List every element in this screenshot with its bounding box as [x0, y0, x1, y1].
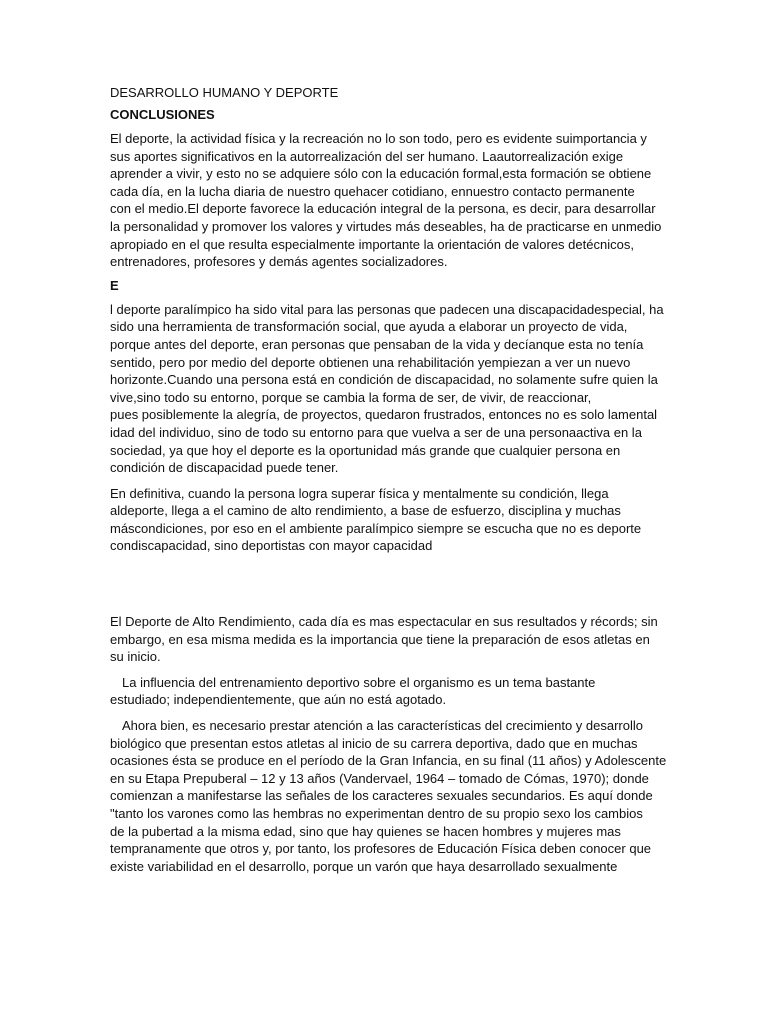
text-line: Ahora bien, es necesario prestar atención a las características del crecimiento y desarrollo	[122, 718, 643, 734]
text-line: ocasiones ésta se produce en el período de la Gran Infancia, en su final (11 años) y Adolescente	[110, 753, 667, 769]
text-line: aldeporte, llega a el camino de alto rendimiento, a base de esfuerzo, disciplina y muchas	[110, 503, 621, 519]
text-line: con el medio.El deporte favorece la educación integral de la persona, es decir, para desarrollar	[110, 201, 656, 217]
text-line: sido una herramienta de transformación social, que ayuda a elaborar un proyecto de vida,	[110, 319, 628, 335]
text-line: existe variabilidad en el desarrollo, porque un varón que haya desarrollado sexualmente	[110, 858, 618, 874]
text-line: biológico que presentan estos atletas al inicio de su carrera deportiva, dado que en muchas	[110, 735, 638, 751]
text-line: "tanto los varones como las hembras no experimentan dentro de su propio sexo los cambios	[110, 806, 643, 821]
text-line: máscondiciones, por eso en el ambiente paralímpico siempre se escucha que no es deporte	[110, 520, 642, 536]
text-line: sentido, pero por medio del deporte obtienen una rehabilitación yempiezan a ver un nuevo	[110, 354, 631, 370]
paragraph-alto-rendimiento	[110, 613, 670, 666]
text-line: estudiado; independientemente, que aún no está agotado.	[110, 692, 447, 708]
text-line: sus aportes significativos en la autorrealización del ser humano. Laautorrealización exige	[110, 148, 624, 164]
text-line: cada día, en la lucha diaria de nuestro quehacer cotidiano, ennuestro contacto permanente	[110, 183, 635, 199]
section-heading: CONCLUSIONES	[110, 107, 215, 122]
text-line: aprender a vivir, y esto no se adquiere sólo con la educación formal,esta formación se obtiene	[110, 166, 652, 182]
text-line: en su Etapa Prepuberal – 12 y 13 años (Vandervael, 1964 – tomado de Cómas, 1970); donde	[110, 770, 649, 786]
text-line: El deporte, la actividad física y la recreación no lo son todo, pero es evidente suimportancia y	[110, 131, 647, 146]
text-line: tempranamente que otros y, por tanto, los profesores de Educación Física deben conocer que	[110, 841, 652, 857]
blank-space	[110, 561, 670, 613]
paragraph-paralympic	[110, 301, 670, 477]
text-line: sociedad, ya que hoy el deporte es la oportunidad más grande que cualquier persona en	[110, 442, 621, 458]
drop-letter: E	[110, 277, 119, 293]
text-line: comienzan a manifestarse las señales de los caracteres sexuales secundarios. Es aquí donde	[110, 788, 653, 804]
text-line: la personalidad y promover los valores y virtudes más deseables, ha de practicarse en unmedio	[110, 218, 662, 234]
text-line: idad del individuo, sino de todo su entorno para que vuelva a ser de una personaactiva en la	[110, 424, 642, 440]
text-line: l deporte paralímpico ha sido vital para las personas que padecen una discapacidadespecial, ha	[110, 301, 664, 317]
text-line: condiscapacidad, sino deportistas con mayor capacidad	[110, 538, 433, 554]
text-line: embargo, en esa misma medida es la importancia que tiene la preparación de esos atletas en	[110, 631, 650, 647]
text-line: pues posiblemente la alegría, de proyectos, quedaron frustrados, entonces no es solo lamental	[110, 407, 658, 423]
text-line: vive,sino todo su entorno, porque se cambia la forma de ser, de vivir, de reaccionar,	[110, 389, 592, 405]
text-line: porque antes del deporte, eran personas que pensaban de la vida y decíanque esta no tenía	[110, 336, 644, 352]
text-line: entrenadores, profesores y demás agentes socializadores.	[110, 254, 448, 270]
paragraph-influencia	[110, 674, 670, 709]
text-line: horizonte.Cuando una persona está en condición de discapacidad, no solamente sufre quien la	[110, 372, 658, 388]
paragraph-crecimiento	[110, 717, 670, 875]
paragraph-definitiva	[110, 485, 670, 555]
paragraph-conclusions	[110, 130, 670, 271]
text-line: En definitiva, cuando la persona logra superar física y mentalmente su condición, llega	[110, 485, 609, 501]
text-line: El Deporte de Alto Rendimiento, cada día es mas espectacular en sus resultados y récords; sin	[110, 614, 658, 630]
text-line: apropiado en el que resulta especialmente importante la orientación de valores detécnicos,	[110, 236, 634, 252]
text-line: de la pubertad a la misma edad, sino que hay quienes se hacen hombres y mujeres mas	[110, 823, 621, 839]
document-page	[110, 84, 670, 881]
text-line: La influencia del entrenamiento deportivo sobre el organismo es un tema bastante	[122, 674, 596, 690]
document-title: DESARROLLO HUMANO Y DEPORTE	[110, 85, 339, 100]
text-line: su inicio.	[110, 649, 161, 665]
text-line: condición de discapacidad puede tener.	[110, 460, 339, 476]
